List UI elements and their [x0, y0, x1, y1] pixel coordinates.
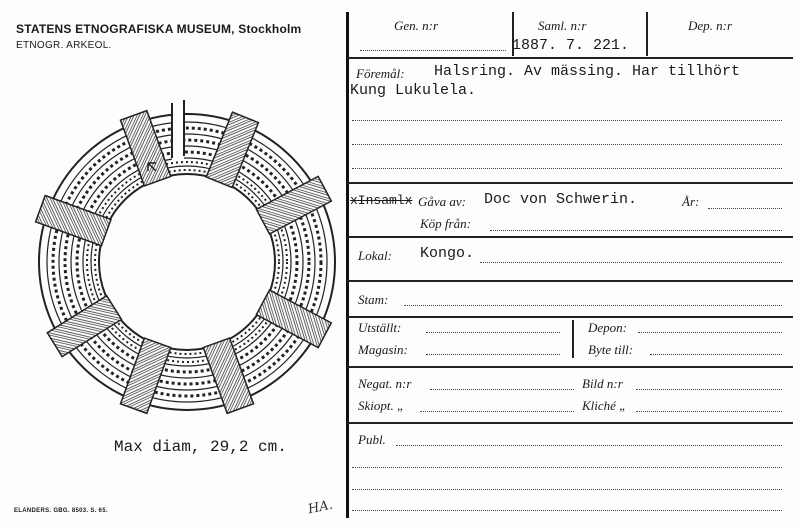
- lokal-label: Lokal:: [358, 248, 392, 263]
- dep-label: Dep. n:r: [688, 18, 733, 33]
- stam-rule: [347, 316, 793, 318]
- foremal-value-line2: Kung Lukulela.: [350, 82, 477, 99]
- negat-dots: [430, 389, 574, 390]
- utstallt-dots: [426, 332, 560, 333]
- foremal-rule: [347, 182, 793, 184]
- kliche-dots: [636, 411, 782, 412]
- gen-label: Gen. n:r: [394, 18, 439, 33]
- stam-label: Stam:: [358, 292, 389, 307]
- publ-label: Publ.: [358, 432, 386, 447]
- publ-dots-1: [396, 445, 782, 446]
- magasin-dots: [426, 354, 560, 355]
- publ-dots-4: [352, 510, 782, 511]
- saml-value: 1887. 7. 221.: [512, 37, 630, 54]
- foremal-label: Föremål:: [356, 66, 405, 81]
- kliche-label: Kliché „: [582, 398, 627, 413]
- byte-dots: [650, 354, 782, 355]
- byte-label: Byte till:: [588, 342, 634, 357]
- bild-dots: [636, 389, 782, 390]
- printer-mark: ELANDERS. GBG. 8503. S. 65.: [14, 508, 108, 514]
- foremal-dots-1: [352, 120, 782, 121]
- depon-separator: [572, 320, 574, 358]
- foremal-dots-3: [352, 168, 782, 169]
- card-divider: [346, 12, 349, 518]
- negat-rule: [347, 422, 793, 424]
- ring-binding-block: [256, 290, 331, 348]
- utstallt-label: Utställt:: [358, 320, 402, 335]
- saml-label: Saml. n:r: [538, 18, 587, 33]
- bild-label: Bild n:r: [582, 376, 623, 391]
- gava-rule: [347, 236, 793, 238]
- depon-label: Depon:: [588, 320, 627, 335]
- header-separator-2: [646, 12, 648, 56]
- stam-dots: [404, 305, 782, 306]
- skiopt-label: Skiopt. „: [358, 398, 405, 413]
- kop-label: Köp från:: [420, 216, 471, 231]
- header-rule: [347, 57, 793, 59]
- foremal-dots-2: [352, 144, 782, 145]
- museum-name: STATENS ETNOGRAFISKA MUSEUM, Stockholm: [16, 22, 302, 36]
- gen-dots: [360, 50, 506, 51]
- measurement-note: Max diam, 29,2 cm.: [114, 438, 287, 456]
- utstallt-rule: [347, 366, 793, 368]
- lokal-dots: [480, 262, 782, 263]
- ar-label: År:: [682, 194, 700, 209]
- depon-dots: [638, 332, 782, 333]
- lokal-value: Kongo.: [420, 245, 475, 262]
- magasin-label: Magasin:: [358, 342, 408, 357]
- publ-dots-2: [352, 467, 782, 468]
- handwritten-initials: HA.: [306, 497, 335, 518]
- lokal-rule: [347, 280, 793, 282]
- gava-value: Doc von Schwerin.: [484, 191, 638, 208]
- ar-dots: [708, 208, 782, 209]
- negat-label: Negat. n:r: [358, 376, 412, 391]
- kop-dots: [490, 230, 782, 231]
- inkomst-struck: xInsamlx: [350, 193, 413, 208]
- foremal-value-line1: Halsring. Av mässing. Har tillhört: [434, 63, 741, 80]
- skiopt-dots: [420, 411, 574, 412]
- publ-dots-3: [352, 489, 782, 490]
- gava-label: Gåva av:: [418, 194, 467, 209]
- department: ETNOGR. ARKEOL.: [16, 40, 112, 51]
